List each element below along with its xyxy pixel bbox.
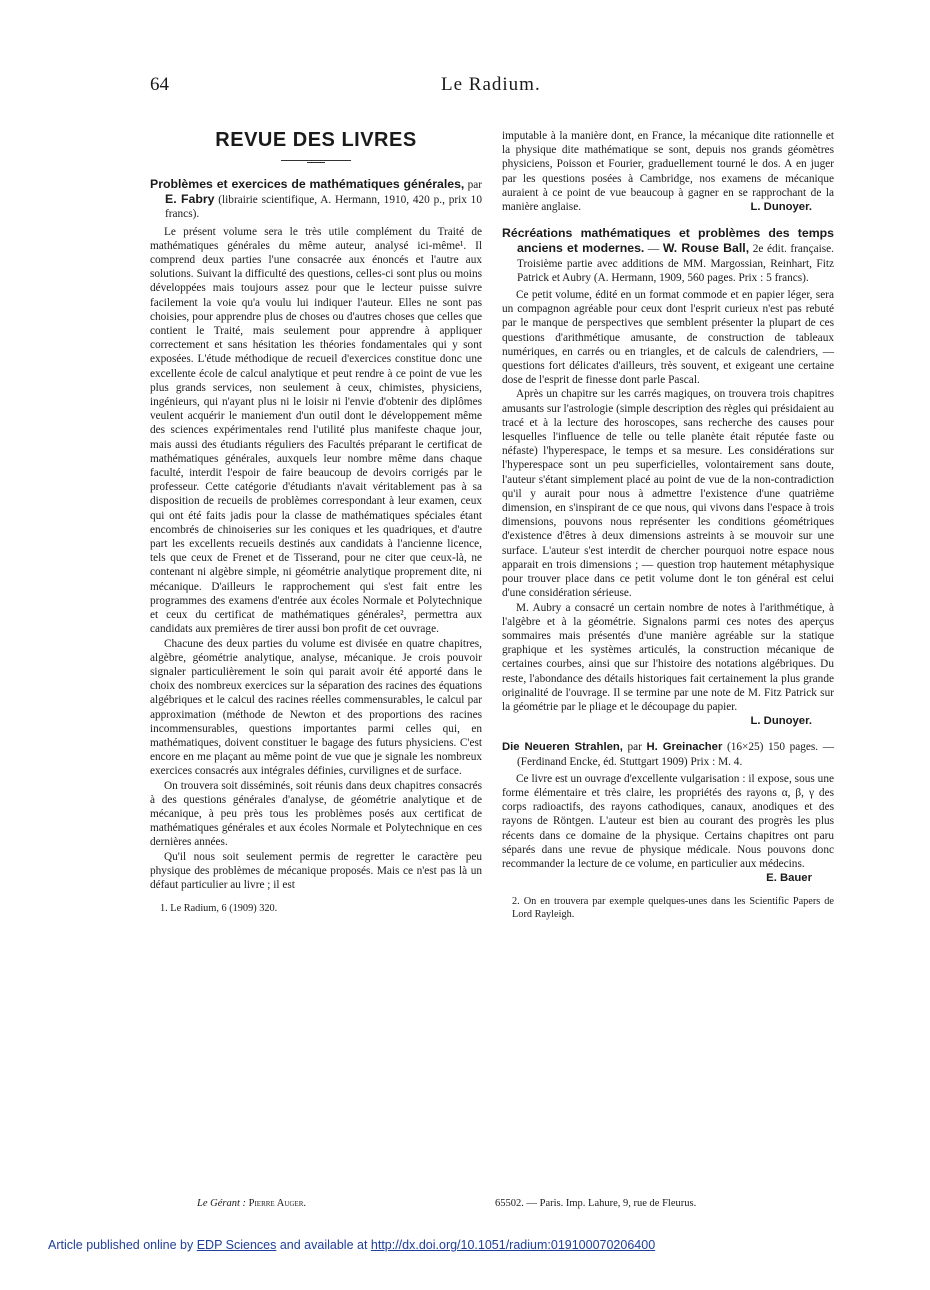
review3-author: H. Greinacher	[646, 741, 723, 754]
footnote-2: 2. On en trouvera par exemple quelques-unes dans les Scientific Papers de Lord Rayleigh.	[512, 896, 834, 921]
journal-title: Le Radium.	[441, 74, 541, 95]
review1-continuation-text: imputable à la manière dont, en France, la mécanique dite rationnelle et la physique dite mathématique se sont, depuis nos grands géomètres physiciens, Poisson et Fourier, graduellement tourné le dos. A en juger par les questions posées à Cambridge, nos examens de mécanique auraient à ce point de vue beaucoup à gagner en se rapprochant de la manière anglaise.	[502, 130, 834, 214]
review3-heading	[502, 740, 834, 768]
page-number: 64	[150, 74, 169, 95]
review3-by: par	[622, 741, 647, 754]
review1-continuation	[502, 129, 834, 214]
imprint-line: 65502. — Paris. Imp. Lahure, 9, rue de Fleurus.	[495, 1198, 697, 1209]
right-column	[502, 129, 834, 921]
review1-paragraph-2: Chacune des deux parties du volume est divisée en quatre chapitres, algèbre, géométrie analytique, analyse, mécanique. Je crois pouvoir signaler particulièrement le soin qui parait avoir été apporté dans le choix des nombreux exercices sur la séparation des racines des équations algébriques et le calcul des racines réelles commensurables, le calcul par approximation (méthode de Newton et des proportions des racines incommensurables, questions importantes parmi celles qui, en mathématiques, doivent constituer le bagage des futurs physiciens. C'est encore en me plaçant au même point de vue que je signale les nombreux exercices consacrés aux intégrales définies, curvilignes et de surface.	[150, 637, 482, 778]
review1-author: E. Fabry	[165, 192, 215, 207]
review2-paragraph-3	[502, 601, 834, 728]
review1-paragraph-4: Qu'il nous soit seulement permis de regretter le caractère peu physique des problèmes de mécanique proposés. Mais ce n'est pas là un défaut particulier au livre ; il est	[150, 850, 482, 891]
gerant-name: Pierre Auger.	[248, 1198, 306, 1209]
left-column	[150, 128, 482, 915]
review2-dash: —	[644, 243, 663, 256]
review2-author: W. Rouse Ball,	[662, 241, 750, 256]
footnote-1: 1. Le Radium, 6 (1909) 320.	[160, 903, 278, 915]
publication-footer	[48, 1238, 655, 1252]
review1-biblio: (librairie scientifique, A. Hermann, 1910, 420 p., prix 10 francs).	[165, 194, 482, 221]
review2-title: Récréations mathématiques et problèmes des temps anciens et modernes.	[502, 226, 834, 256]
review1-title: Problèmes et exercices de mathématiques générales,	[150, 177, 465, 191]
review2-biblio: 2e édit. française. Troisième partie avec additions de MM. Margossian, Reinhart, Fitz Patrick et Aubry (A. Hermann, 1909, 560 pages. Prix : 5 francs).	[517, 243, 834, 284]
review2-paragraph-2: Après un chapitre sur les carrés magiques, on trouvera trois chapitres amusants sur l'astrologie (simple description des règles qui présidaient au tracé et à la lecture des horoscopes, sans recherche des causes pour lesquelles l'influence de telle ou telle planète était réputée faste ou néfaste) l'hyperespace, le temps et sa mesure. Les considérations sur l'hyperespace sont un peu superficielles, volontairement sans doute, l'auteur s'étant simplement placé au point de vue de la non-contradiction qu'il y aurait pour nous à admettre l'existence d'une quatrième dimension, en s'inspirant de ce que nous, qui vivons dans l'espace à trois dimensions, pouvons nous représenter les conditions géométriques d'existence d'êtres à deux dimensions astreints à se mouvoir sur une surface. L'auteur s'est interdit de chercher pourquoi notre espace nous apparait en trois dimensions ; — question trop hautement métaphysique pour trouver place dans ce petit volume dont le ton général est celui d'une considération sérieuse.	[502, 388, 834, 600]
ornament-divider	[281, 160, 351, 161]
review1-paragraph-1: Le présent volume sera le très utile complément du Traité de mathématiques générales du même auteur, analysé ici-même¹. Il comprend deux parties l'une consacrée aux énoncés et l'autre aux solutions. Suivant la difficulté des questions, celles-ci sont plus ou moins développées mais toujours assez pour que le lecteur puisse suivre facilement la voie qu'a voulu lui indiquer l'auteur. Elles ne sont pas choisies, pour apprendre plus de choses ou d'autres choses que celles que contient le Traité, mais seulement pour apprendre à appliquer correctement et sans hésitation les théories fondamentales qui y sont exposées. L'étude méthodique de recueil d'exercices constitue donc une excellente école de calcul analytique et peut rendre à ce point de vue les plus grands services, non seulement à ceux, chimistes, physiciens, ingénieurs, qui n'ayant plus ni le loisir ni l'envie d'obtenir des diplômes veulent acquérir le maniement d'un outil dont le développement même des sciences expérimentales rend l'utilité plus manifeste chaque jour, mais aussi des étudiants réguliers des Facultés préparant le certificat de mathématiques générales, auxquels leur nombre même dans chaque faculté, interdit l'espoir de faire beaucoup de devoirs corrigés par le professeur. Cette catégorie d'étudiants n'avait véritablement pas à sa disposition de recueils de problèmes correspondant à leur examen, ceux qui ont été faits jadis pour la classe de mathématiques spéciales étant encombrés de chinoiseries sur les coniques et les quadriques, et d'autre part les excellents recueils destinés aux candidats à l'ancienne licence, tels que ceux de Frenet et de Tisserand, pour ne citer que ceux-là, ne contenant ni algèbre simple, ni géométrie analytique proprement dite, ni mécanique. D'ailleurs le rapprochement qui s'est fait entre les programmes des examens d'entrée aux écoles Normale et Polytechnique et ceux du certificat de mathématiques générales², permettra aux candidats aux premières de tirer aussi bon profit de cet ouvrage.	[150, 225, 482, 636]
doi-link[interactable]: http://dx.doi.org/10.1051/radium:019100070206400	[370, 1238, 656, 1252]
review2-signature: L. Dunoyer.	[750, 715, 812, 728]
review1-paragraph-3: On trouvera soit disséminés, soit réunis dans deux chapitres consacrés à des questions générales d'analyse, de géométrie analytique et de mécanique, à peu près tous les problèmes posés aux certificat de mathématiques générales et aux écoles Normale et Polytechnique en ces dernières années.	[150, 779, 482, 849]
review2-paragraph-3-text: M. Aubry a consacré un certain nombre de notes à l'arithmétique, à l'algèbre et à la géométrie. Signalons parmi ces notes des aperçus sommaires mais présentés d'une manière agréable sur la statique graphique et les systèmes articulés, la construction mécanique de certaines courbes, ainsi que sur l'histoire des notations algébriques. Du reste, l'abondance des détails historiques fait certainement la plus grande originalité de l'ouvrage. Il se termine par une note de M. Fitz Patrick sur la géométrie par le pliage et le découpage du papier.	[502, 601, 834, 713]
review2-heading	[502, 226, 834, 285]
gerant-line	[197, 1198, 306, 1209]
footer-middle: and available at	[276, 1238, 371, 1252]
review3-biblio: (16×25) 150 pages. — (Ferdinand Encke, éd. Stuttgart 1909) Prix : M. 4.	[517, 741, 834, 768]
review3-paragraph-1-text: Ce livre est un ouvrage d'excellente vulgarisation : il expose, sous une forme élémentaire et très claire, les propriétés des rayons α, β, γ des corps radioactifs, des rayons cathodiques, canaux, anodiques et des rayons de Röntgen. L'auteur est bien au courant des progrès les plus récents dans ce domaine de la physique. Certains chapitres ont paru séparés dans une revue de physique médicale. Nous pouvons donc recommander la lecture de ce volume, en particulier aux médecins.	[502, 772, 834, 870]
publisher-link[interactable]: EDP Sciences	[196, 1238, 277, 1252]
review3-title: Die Neueren Strahlen,	[502, 741, 623, 754]
footer-text: Article published online by	[48, 1238, 197, 1252]
review1-heading	[150, 177, 482, 222]
review2-paragraph-1: Ce petit volume, édité en un format commode et en papier léger, sera un compagnon agréable pour ceux dont l'esprit curieux n'est pas rebuté par le manque de perspectives que semblent présenter la plupart de ces questions d'arithmétique amusante, de construction de tableaux numériques, en carrés ou en triangles, et de calculs de calendriers, — questions fort délicates d'ailleurs, très souvent, et exigeant une certaine dose de l'esprit de finesse dont parle Pascal.	[502, 289, 834, 387]
review1-signature: L. Dunoyer.	[750, 201, 812, 214]
review3-signature: E. Bauer	[766, 872, 812, 885]
review3-paragraph-1	[502, 772, 834, 885]
gerant-label: Le Gérant :	[197, 1198, 246, 1209]
section-title: REVUE DES LIVRES	[215, 129, 417, 151]
review1-by: par	[464, 179, 483, 191]
